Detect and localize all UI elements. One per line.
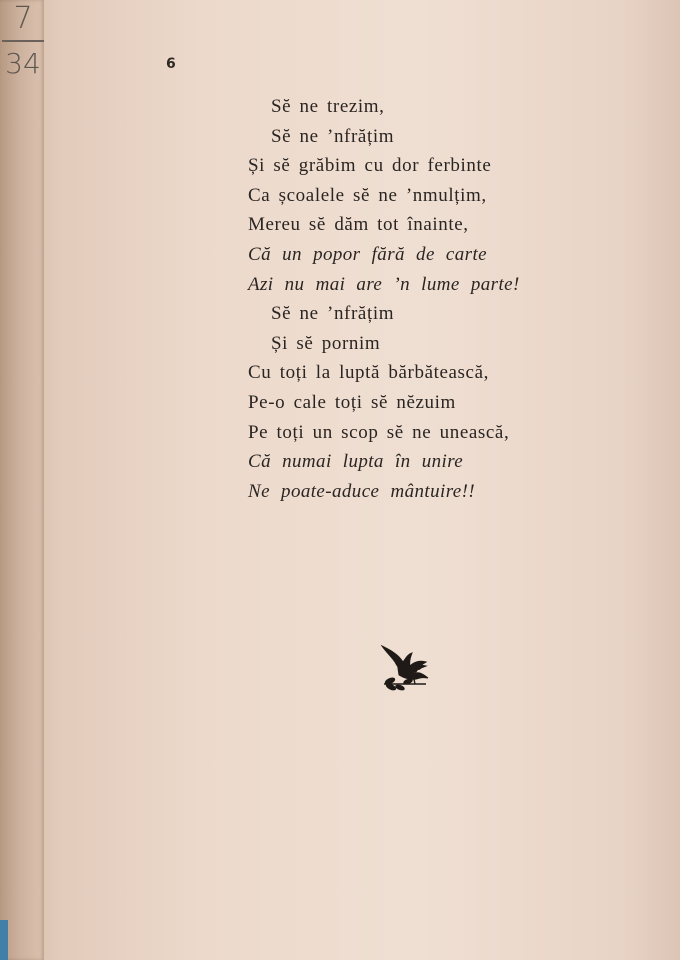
poem-line: Sĕ ne ’nfrățim: [271, 303, 395, 325]
margin-note-bottom: 34: [5, 47, 41, 80]
poem-line: Și sĕ grăbim cu dor ferbinte: [248, 155, 492, 177]
margin-note-top: 7: [13, 1, 33, 36]
poem-line: Sĕ ne trezim,: [271, 96, 385, 117]
previous-page-edge: [0, 0, 44, 960]
poem-line: Ne poate-aduce mântuire!!: [248, 480, 476, 502]
pencil-margin-note: [0, 2, 46, 80]
background-edge: [0, 920, 8, 960]
poem-line: Ca școalele sĕ ne ’nmulțim,: [248, 184, 487, 206]
poem-line: Pe-o cale toți sĕ nĕzuim: [248, 391, 456, 413]
margin-note-divider: [2, 40, 44, 42]
poem-line: Sĕ ne ’nfrățim: [271, 125, 395, 147]
bird-vignette-icon: [378, 642, 432, 692]
poem-stanza: [248, 92, 648, 506]
poem-line: Și sĕ pornim: [271, 332, 381, 354]
poem-line: Pe toți un scop sĕ ne unească,: [248, 421, 510, 443]
page-number: 6: [166, 56, 176, 72]
poem-line: Cu toți la luptă bărbătească,: [248, 362, 489, 384]
poem-line: Că un popor fără de carte: [248, 243, 487, 265]
poem-line: Că numai lupta în unire: [248, 451, 464, 473]
poem-line: Mereu sĕ dăm tot înainte,: [248, 214, 469, 236]
poem-line: Azi nu mai are ’n lume parte!: [248, 273, 520, 295]
